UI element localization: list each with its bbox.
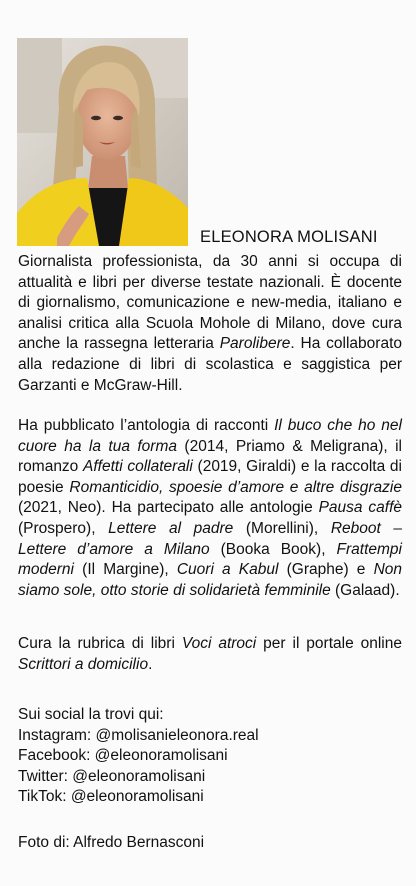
italic-title: Pausa caffè xyxy=(318,499,402,517)
text-run: (2019, Giraldi) e la raccolta di poesie xyxy=(18,458,402,496)
photo-credit: Foto di: Alfredo Bernasconi xyxy=(18,834,205,851)
italic-title: Il buco che ho nel cuore ha la tua forma xyxy=(18,417,402,455)
social-intro: Sui social la trovi qui: xyxy=(18,706,164,723)
italic-title: Affetti collaterali xyxy=(83,458,193,476)
text-run: . Ha collaborato alla redazione di libri di scolastica e saggistica per Garzanti e McGraw-Hill. xyxy=(18,335,402,394)
bio-paragraph-3 xyxy=(18,634,402,675)
text-run: (Prospero), xyxy=(18,519,109,537)
text-run: (Graphe) e xyxy=(278,561,374,579)
italic-title: Scrittori a domicilio xyxy=(18,655,149,673)
italic-title: Frattempi moderni xyxy=(18,540,402,579)
text-run: Ha pubblicato l’antologia di racconti xyxy=(18,417,275,434)
text-run: . xyxy=(148,655,153,673)
twitter-handle[interactable]: Twitter: @eleonoramolisani xyxy=(18,767,206,785)
text-run: Giornalista professionista, da 30 anni si occupa di attualità e libri per diverse testate nazionali. È docente di giornalismo, comunicazione e new-media, italiano e analisi critica alla Scuola Mohole di Milano, dove cura anche la rassegna letteraria xyxy=(18,253,402,353)
text-run: (Il Margine), xyxy=(74,561,177,579)
bio-paragraph-2 xyxy=(18,416,402,601)
portrait-image xyxy=(17,38,188,246)
social-links xyxy=(18,705,259,808)
italic-title: Voci atroci xyxy=(181,635,257,652)
text-run: (Booka Book), xyxy=(209,540,337,558)
text-run: per il portale online xyxy=(256,635,402,652)
italic-title: Parolibere xyxy=(219,335,291,353)
italic-title: Cuori a Kabul xyxy=(176,561,279,579)
text-run: Cura la rubrica di libri xyxy=(18,635,182,652)
text-run: (2014, Priamo & Meligrana), il romanzo xyxy=(18,437,402,476)
author-photo xyxy=(17,38,188,246)
italic-title: Romanticidio, spoesie d’amore e altre disgrazie xyxy=(69,478,402,496)
italic-title: Lettere al padre xyxy=(108,519,234,537)
facebook-handle[interactable]: Facebook: @eleonoramolisani xyxy=(18,747,228,765)
text-run: (Galaad). xyxy=(330,581,400,599)
italic-title: Reboot – Lettere d’amore a Milano xyxy=(18,519,403,558)
instagram-handle[interactable]: Instagram: @molisanieleonora.real xyxy=(18,726,259,744)
text-run: (2021, Neo). Ha partecipato alle antologie xyxy=(18,499,319,517)
author-name: ELEONORA MOLISANI xyxy=(200,228,378,246)
tiktok-handle[interactable]: TikTok: @eleonoramolisani xyxy=(18,788,204,806)
text-run: (Morellini), xyxy=(233,519,331,537)
italic-title: Non siamo sole, otto storie di solidarietà femminile xyxy=(18,561,402,599)
bio-paragraph-1 xyxy=(18,252,402,396)
